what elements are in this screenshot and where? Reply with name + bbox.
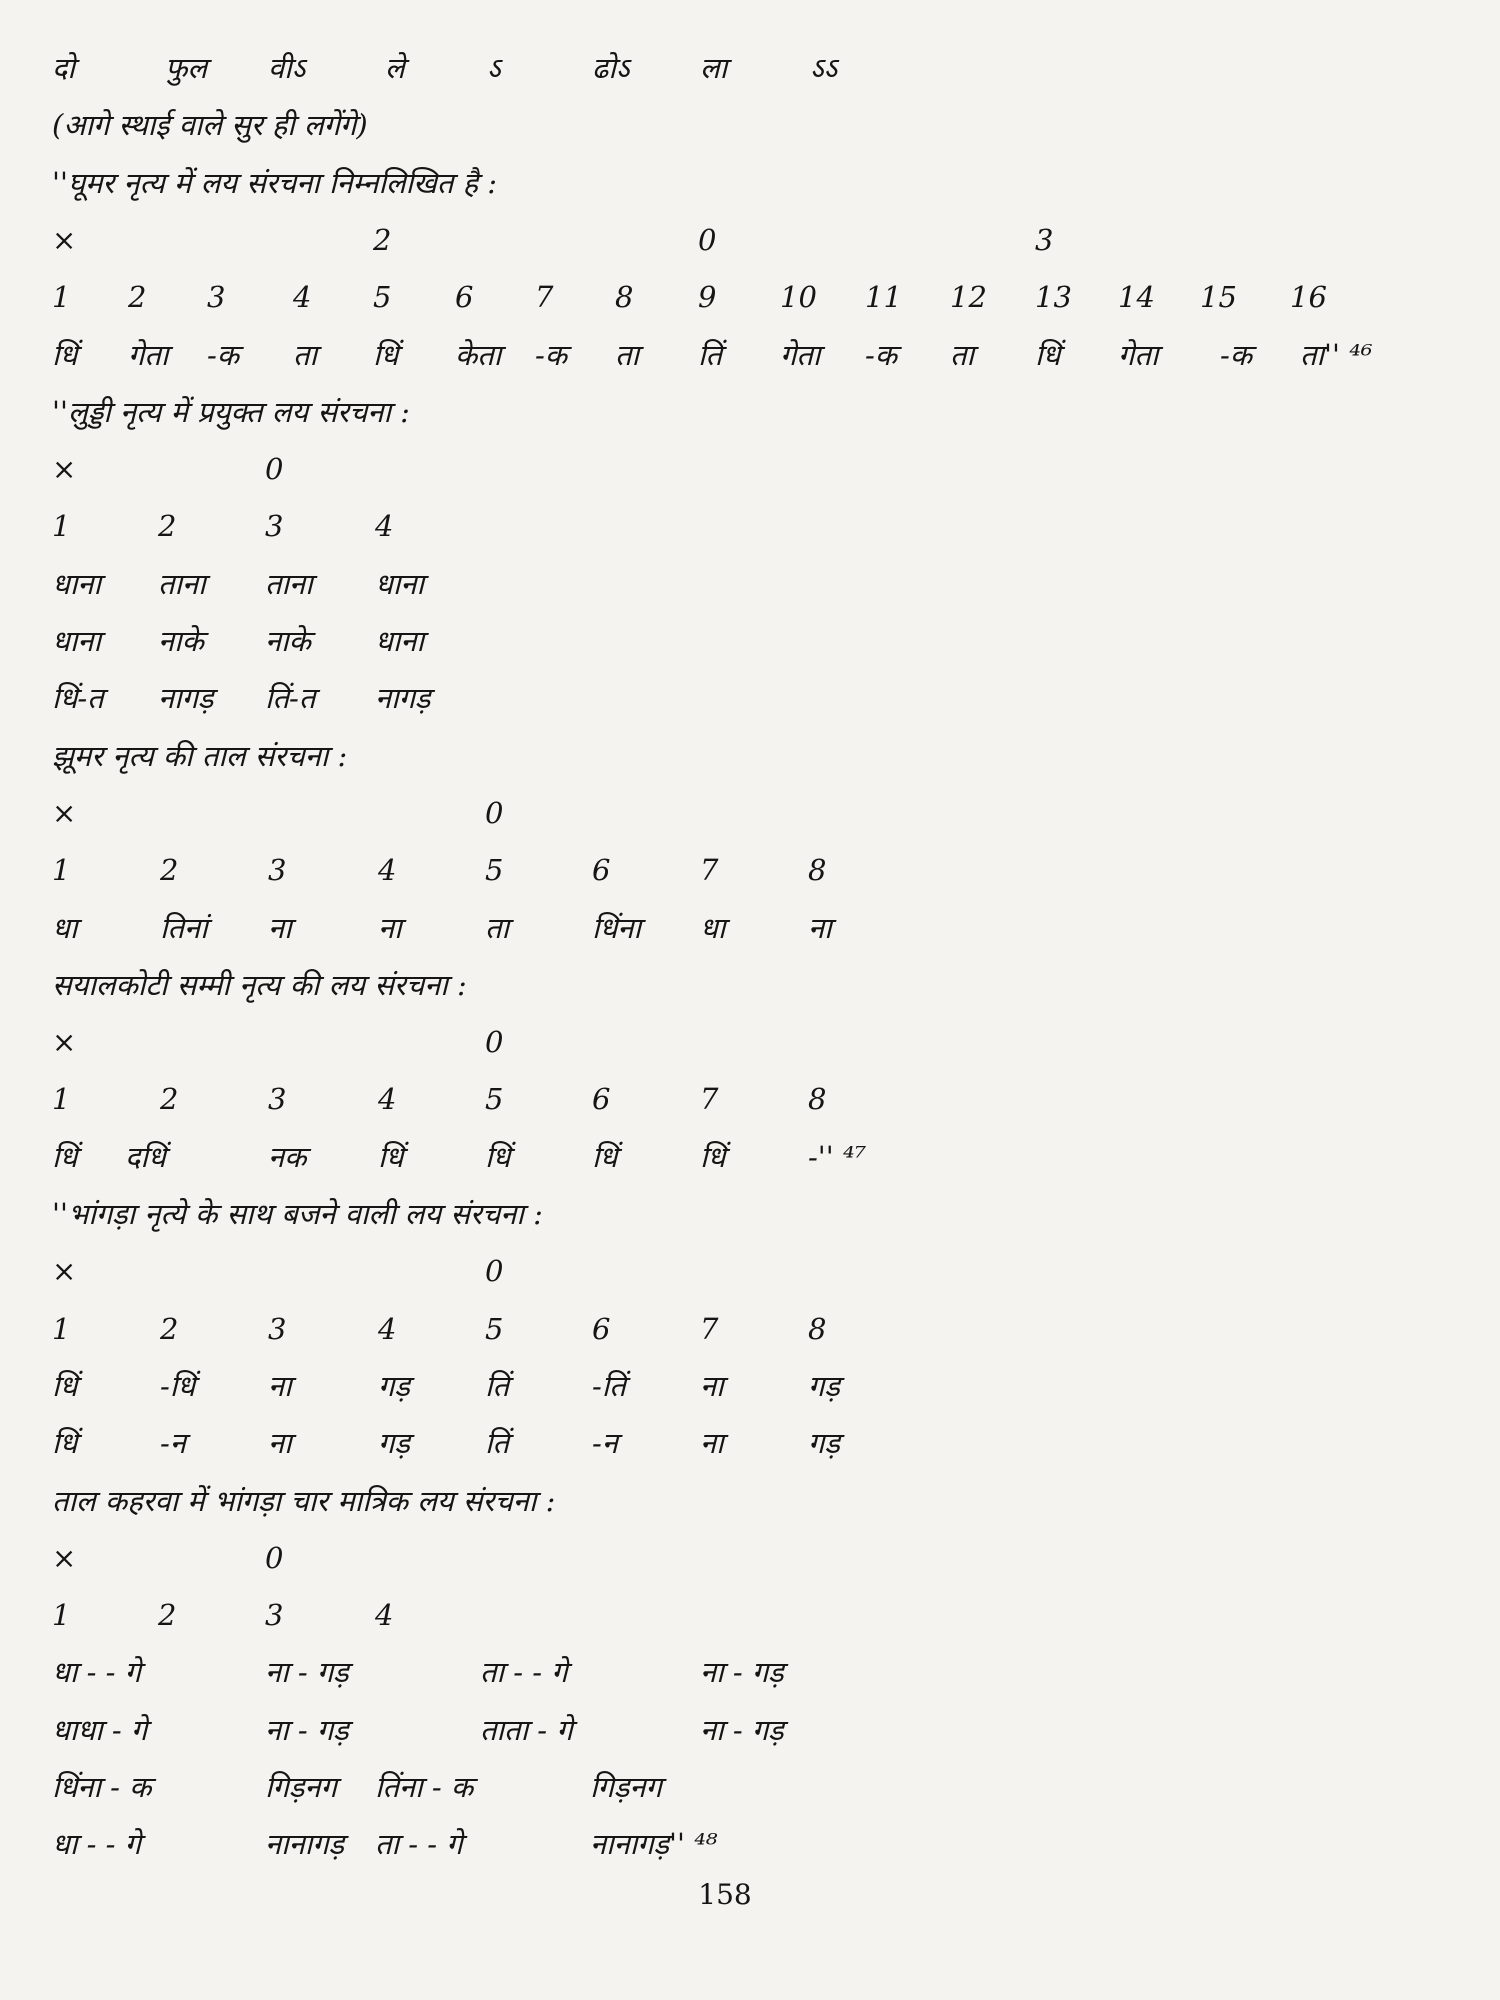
notation-cell: 3 — [265, 509, 284, 543]
notation-cell: 2 — [158, 509, 177, 543]
notation-cell: गिड़नग — [590, 1770, 662, 1804]
notation-cell: ता'' ⁴⁶ — [1300, 338, 1373, 372]
notation-cell: केता — [455, 338, 502, 372]
notation-row — [0, 506, 1500, 556]
notation-cell: नानागड़'' ⁴⁸ — [590, 1827, 718, 1861]
notation-cell: धिं — [52, 338, 78, 372]
notation-row — [0, 1366, 1500, 1416]
notation-row — [0, 1595, 1500, 1645]
notation-cell: ना — [700, 1369, 724, 1403]
notation-cell: धिंना - क — [52, 1770, 152, 1804]
notation-row — [0, 1710, 1500, 1760]
notation-row — [0, 1079, 1500, 1129]
notation-cell: 2 — [160, 1082, 179, 1116]
notation-cell: ताना — [158, 567, 206, 601]
notation-cell: ना - गड़ — [700, 1655, 784, 1689]
notation-cell: 15 — [1200, 280, 1237, 314]
notation-row — [0, 1652, 1500, 1702]
notation-cell: गड़ — [808, 1426, 840, 1460]
section-heading — [0, 965, 1500, 1015]
notation-cell: ना - गड़ — [265, 1655, 349, 1689]
notation-cell: तिं — [485, 1426, 510, 1460]
notation-cell: ऽ — [487, 51, 501, 85]
section-heading — [0, 163, 1500, 213]
notation-cell: ना - गड़ — [700, 1713, 784, 1747]
notation-cell: वीऽ — [268, 51, 306, 85]
notation-cell: -क — [1220, 338, 1253, 372]
notation-cell: धाना — [375, 567, 424, 601]
notation-cell: धिं — [373, 338, 399, 372]
notation-row — [0, 277, 1500, 327]
notation-cell: ता — [293, 338, 318, 372]
notation-cell: -'' ⁴⁷ — [808, 1140, 867, 1174]
notation-cell: × — [52, 223, 77, 257]
page-number: 158 — [698, 1878, 752, 1911]
notation-cell: 16 — [1290, 280, 1327, 314]
notation-row — [0, 449, 1500, 499]
notation-row — [0, 793, 1500, 843]
notation-cell: धाना — [52, 567, 101, 601]
notation-cell: 4 — [378, 1082, 397, 1116]
heading-text: झूमर नृत्य की ताल संरचना : — [52, 739, 348, 773]
heading-text: ताल कहरवा में भांगड़ा चार मात्रिक लय संरचना : — [52, 1484, 556, 1518]
notation-cell: 1 — [52, 853, 71, 887]
notation-cell: 2 — [158, 1598, 177, 1632]
notation-cell: गेता — [128, 338, 169, 372]
notation-cell: 0 — [485, 1025, 504, 1059]
notation-cell: 6 — [455, 280, 474, 314]
notation-cell: 11 — [865, 280, 902, 314]
notation-cell: 5 — [485, 1312, 504, 1346]
section-heading — [0, 1194, 1500, 1244]
notation-cell: धिं — [485, 1140, 511, 1174]
notation-cell: तिं — [698, 338, 723, 372]
notation-row — [0, 1022, 1500, 1072]
notation-cell: ना - गड़ — [265, 1713, 349, 1747]
notation-cell: धिं — [1035, 338, 1061, 372]
notation-cell: धा - - गे — [52, 1655, 141, 1689]
notation-cell: -न — [592, 1426, 618, 1460]
notation-cell: -क — [207, 338, 240, 372]
notation-row — [0, 1767, 1500, 1817]
notation-cell: -तिं — [592, 1369, 626, 1403]
notation-cell: 4 — [378, 1312, 397, 1346]
notation-cell: धिं — [592, 1140, 618, 1174]
notation-row — [0, 850, 1500, 900]
notation-cell: 1 — [52, 280, 71, 314]
notation-cell: ऽऽ — [810, 51, 838, 85]
notation-cell: ता — [615, 338, 640, 372]
notation-cell: × — [52, 1541, 77, 1575]
notation-cell: धिं — [52, 1369, 78, 1403]
notation-cell: धाना — [52, 624, 101, 658]
heading-text: ''भांगड़ा नृत्ये के साथ बजने वाली लय संरचना : — [52, 1197, 543, 1231]
notation-cell: 0 — [485, 1254, 504, 1288]
notation-cell: 10 — [780, 280, 817, 314]
notation-cell: धिं — [52, 1426, 78, 1460]
notation-cell: 1 — [52, 509, 71, 543]
notation-cell: नानागड़ — [265, 1827, 345, 1861]
notation-cell: 5 — [373, 280, 392, 314]
notation-row — [0, 335, 1500, 385]
notation-cell: तिं-त — [265, 681, 316, 715]
notation-cell: 8 — [808, 853, 827, 887]
notation-cell: ढोऽ — [592, 51, 630, 85]
notation-cell: 6 — [592, 1312, 611, 1346]
notation-cell: ले — [385, 51, 405, 85]
notation-cell: -न — [160, 1426, 186, 1460]
notation-cell: 0 — [485, 796, 504, 830]
notation-cell: गेता — [1118, 338, 1159, 372]
notation-cell: तिं — [485, 1369, 510, 1403]
heading-text: ''लुड्डी नृत्य में प्रयुक्त लय संरचना : — [52, 395, 410, 429]
notation-cell: ता — [950, 338, 975, 372]
notation-cell: 1 — [52, 1598, 71, 1632]
notation-cell: × — [52, 1025, 77, 1059]
notation-cell: 2 — [160, 1312, 179, 1346]
notation-row — [0, 621, 1500, 671]
notation-cell: तिंना - क — [375, 1770, 474, 1804]
notation-cell: ता - - गे — [375, 1827, 463, 1861]
notation-cell: × — [52, 452, 77, 486]
notation-row — [0, 1824, 1500, 1874]
notation-cell: 7 — [700, 853, 719, 887]
heading-text: (आगे स्थाई वाले सुर ही लगेंगे) — [52, 108, 368, 142]
notation-cell: फुल — [165, 51, 208, 85]
notation-cell: ना — [808, 911, 832, 945]
notation-cell: -क — [535, 338, 568, 372]
notation-cell: दधिं — [125, 1140, 166, 1174]
notation-cell: नाके — [158, 624, 204, 658]
notation-cell: 0 — [698, 223, 717, 257]
heading-text: सयालकोटी सम्मी नृत्य की लय संरचना : — [52, 968, 467, 1002]
notation-cell: धा — [700, 911, 726, 945]
notation-cell: 5 — [485, 853, 504, 887]
notation-cell: 13 — [1035, 280, 1072, 314]
notation-row — [0, 1538, 1500, 1588]
notation-cell: 4 — [378, 853, 397, 887]
notation-cell: 4 — [293, 280, 312, 314]
notation-cell: 7 — [535, 280, 554, 314]
notation-cell: 12 — [950, 280, 987, 314]
notation-cell: 7 — [700, 1312, 719, 1346]
notation-cell: × — [52, 796, 77, 830]
notation-cell: दो — [52, 51, 75, 85]
notation-cell: नागड़ — [375, 681, 431, 715]
notation-cell: धा — [52, 911, 78, 945]
notation-cell: -क — [865, 338, 898, 372]
notation-cell: 9 — [698, 280, 717, 314]
section-heading — [0, 736, 1500, 786]
notation-cell: 14 — [1118, 280, 1155, 314]
notation-cell: नक — [268, 1140, 307, 1174]
notation-cell: 0 — [265, 1541, 284, 1575]
notation-cell: ता — [485, 911, 510, 945]
notation-cell: 7 — [700, 1082, 719, 1116]
notation-cell: गेता — [780, 338, 821, 372]
notation-cell: नाके — [265, 624, 311, 658]
notation-cell: धिं — [700, 1140, 726, 1174]
notation-row — [0, 1137, 1500, 1187]
notation-cell: 0 — [265, 452, 284, 486]
notation-cell: धिं — [378, 1140, 404, 1174]
notation-cell: 8 — [808, 1312, 827, 1346]
notation-row — [0, 220, 1500, 270]
notation-row — [0, 678, 1500, 728]
notation-cell: 3 — [268, 1082, 287, 1116]
notation-cell: धा - - गे — [52, 1827, 141, 1861]
notation-cell: तिनां — [160, 911, 208, 945]
notation-cell: धिं — [52, 1140, 78, 1174]
heading-text: ''घूमर नृत्य में लय संरचना निम्नलिखित है : — [52, 166, 498, 200]
notation-cell: 8 — [615, 280, 634, 314]
notation-cell: ला — [700, 51, 728, 85]
notation-cell: 8 — [808, 1082, 827, 1116]
notation-cell: 6 — [592, 1082, 611, 1116]
notation-cell: धिं-त — [52, 681, 104, 715]
section-heading — [0, 105, 1500, 155]
notation-cell: ना — [268, 1426, 292, 1460]
notation-row — [0, 908, 1500, 958]
notation-row — [0, 48, 1500, 98]
notation-cell: 4 — [375, 509, 394, 543]
notation-row — [0, 1251, 1500, 1301]
notation-cell: 2 — [160, 853, 179, 887]
notation-cell: 3 — [265, 1598, 284, 1632]
notation-row — [0, 1423, 1500, 1473]
notation-cell: × — [52, 1254, 77, 1288]
notation-cell: गड़ — [808, 1369, 840, 1403]
notation-cell: -धिं — [160, 1369, 196, 1403]
notation-cell: 3 — [268, 1312, 287, 1346]
notation-cell: गड़ — [378, 1426, 410, 1460]
notation-cell: ना — [700, 1426, 724, 1460]
notation-cell: 2 — [128, 280, 147, 314]
notation-cell: 1 — [52, 1082, 71, 1116]
notation-cell: 3 — [268, 853, 287, 887]
notation-cell: नागड़ — [158, 681, 214, 715]
notation-cell: ताता - गे — [480, 1713, 573, 1747]
notation-row — [0, 1309, 1500, 1359]
notation-cell: 6 — [592, 853, 611, 887]
notation-cell: ताना — [265, 567, 313, 601]
notation-cell: ता - - गे — [480, 1655, 568, 1689]
notation-cell: 3 — [207, 280, 226, 314]
notation-cell: 4 — [375, 1598, 394, 1632]
notation-cell: 1 — [52, 1312, 71, 1346]
section-heading — [0, 392, 1500, 442]
notation-cell: ना — [378, 911, 402, 945]
notation-cell: ना — [268, 911, 292, 945]
notation-cell: 2 — [373, 223, 392, 257]
notation-cell: 5 — [485, 1082, 504, 1116]
notation-cell: धाधा - गे — [52, 1713, 148, 1747]
notation-cell: धिंना — [592, 911, 641, 945]
notation-row — [0, 564, 1500, 614]
notation-cell: धाना — [375, 624, 424, 658]
notation-cell: ना — [268, 1369, 292, 1403]
notation-cell: 3 — [1035, 223, 1054, 257]
notation-cell: गड़ — [378, 1369, 410, 1403]
section-heading — [0, 1481, 1500, 1531]
notation-cell: गिड़नग — [265, 1770, 337, 1804]
